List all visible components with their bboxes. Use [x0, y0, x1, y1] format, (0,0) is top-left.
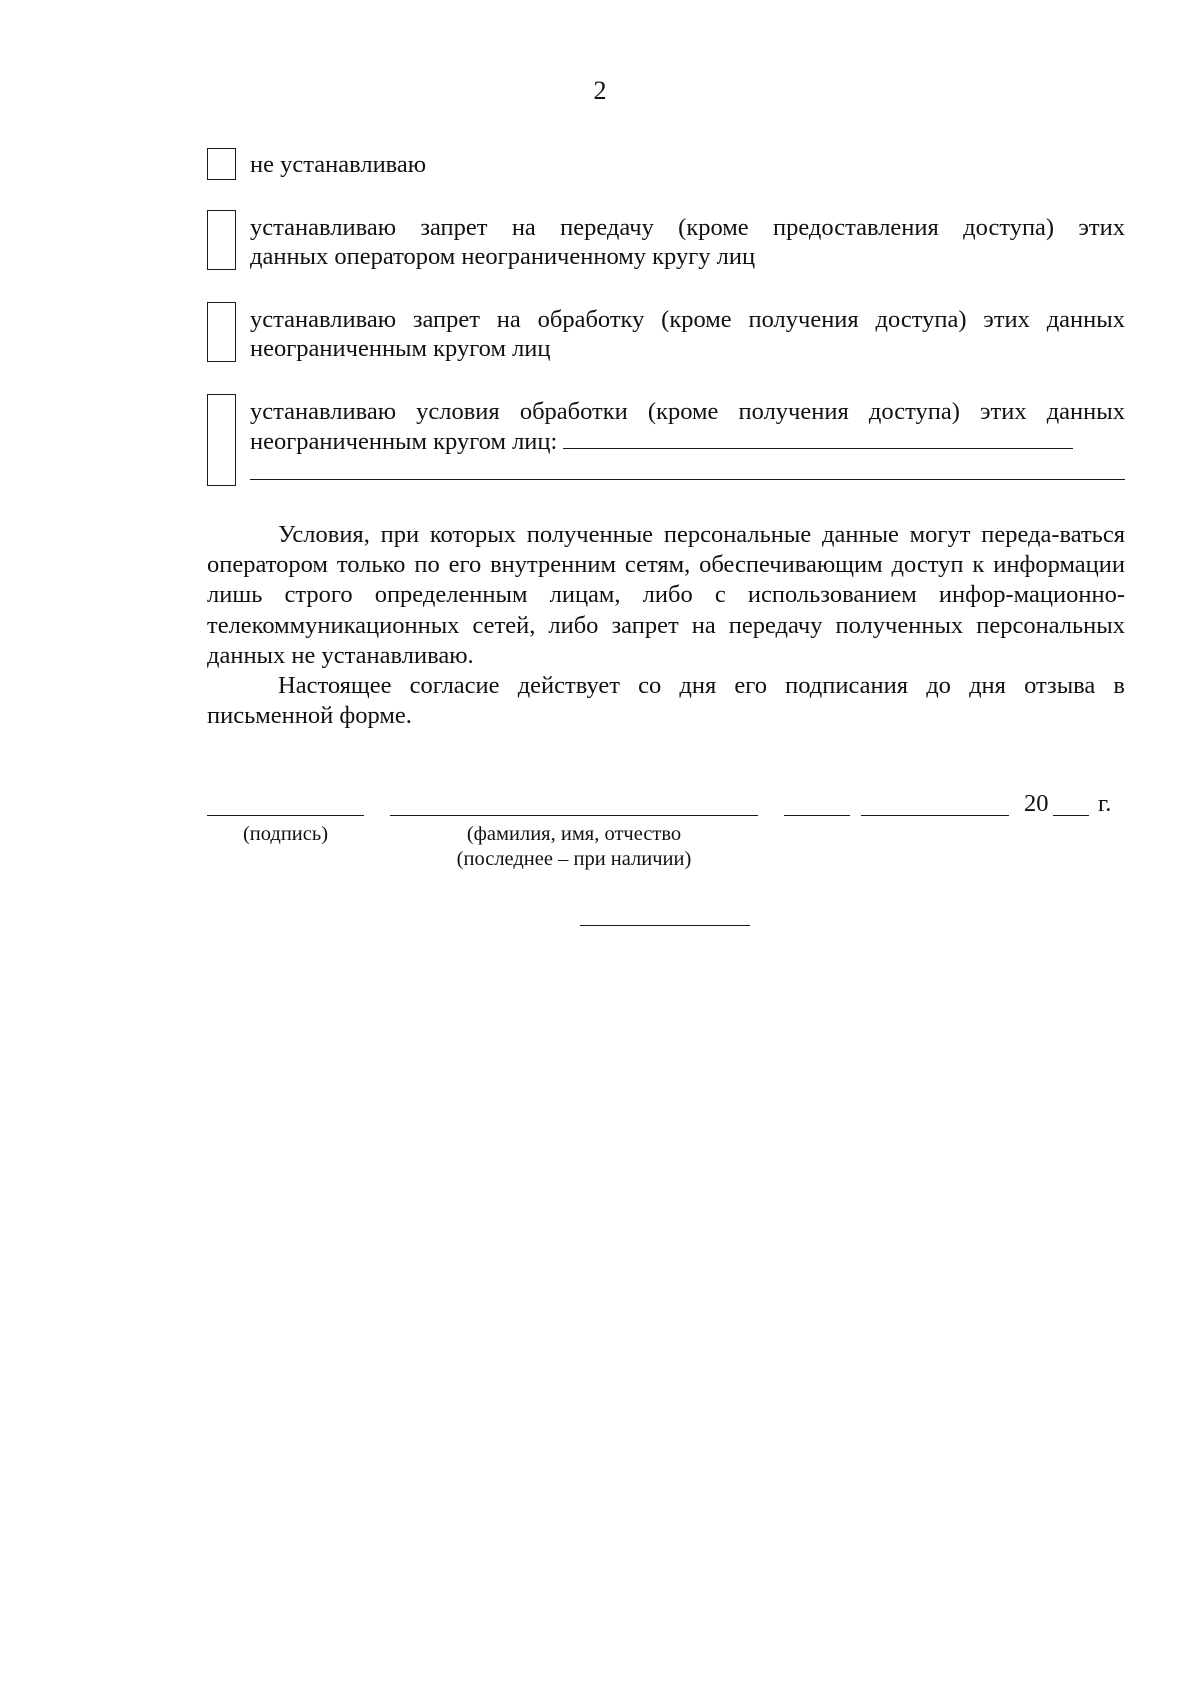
- option-label-line: устанавливаю запрет на передачу (кроме предоставления доступа) этих: [250, 214, 1125, 241]
- conditions-input-line[interactable]: [563, 426, 1073, 449]
- full-name-caption-line1: (фамилия, имя, отчество: [466, 823, 682, 845]
- end-separator: [580, 925, 750, 926]
- option-checkbox[interactable]: [207, 148, 236, 180]
- option-label: [250, 150, 1125, 179]
- option-label-line: неограниченным кругом лиц: [250, 335, 551, 362]
- option-checkbox[interactable]: [207, 302, 236, 362]
- signature-line[interactable]: [207, 815, 364, 816]
- month-line[interactable]: [861, 815, 1009, 816]
- option-label-line: устанавливаю условия обработки (кроме получения доступа) этих данных: [250, 398, 1125, 425]
- option-checkbox[interactable]: [207, 394, 236, 486]
- year-suffix: г.: [1098, 790, 1112, 817]
- signature-caption: (подпись): [242, 823, 329, 845]
- option-label: [250, 213, 1125, 271]
- day-line[interactable]: [784, 815, 850, 816]
- year-prefix: 20: [1024, 790, 1049, 817]
- conditions-input-line-2[interactable]: [250, 479, 1125, 480]
- option-label: [250, 305, 1125, 363]
- option-checkbox[interactable]: [207, 210, 236, 270]
- option-label-line: неограниченным кругом лиц:: [250, 428, 558, 455]
- full-name-line[interactable]: [390, 815, 758, 816]
- option-label: [250, 397, 1125, 456]
- option-label-line: не устанавливаю: [250, 151, 427, 178]
- option-label-line: данных оператором неограниченному кругу лиц: [250, 243, 756, 270]
- validity-paragraph: Настоящее согласие действует со дня его подписания до дня отзыва в письменной форме.: [207, 672, 1125, 730]
- option-label-line: устанавливаю запрет на обработку (кроме получения доступа) этих данных: [250, 306, 1125, 333]
- conditions-paragraph: Условия, при которых полученные персональные данные могут переда-ваться оператором только по его внутренним сетям, обеспечивающим доступ к информации лишь строго определенным лицам, либо с использованием инфор-мационно-телекоммуникационных сетей, либо запрет на передачу полученных персональных данных не устанавливаю.: [207, 521, 1125, 669]
- full-name-caption-line2: (последнее – при наличии): [456, 848, 692, 870]
- page-number: 2: [593, 76, 607, 105]
- year-line[interactable]: [1053, 815, 1089, 816]
